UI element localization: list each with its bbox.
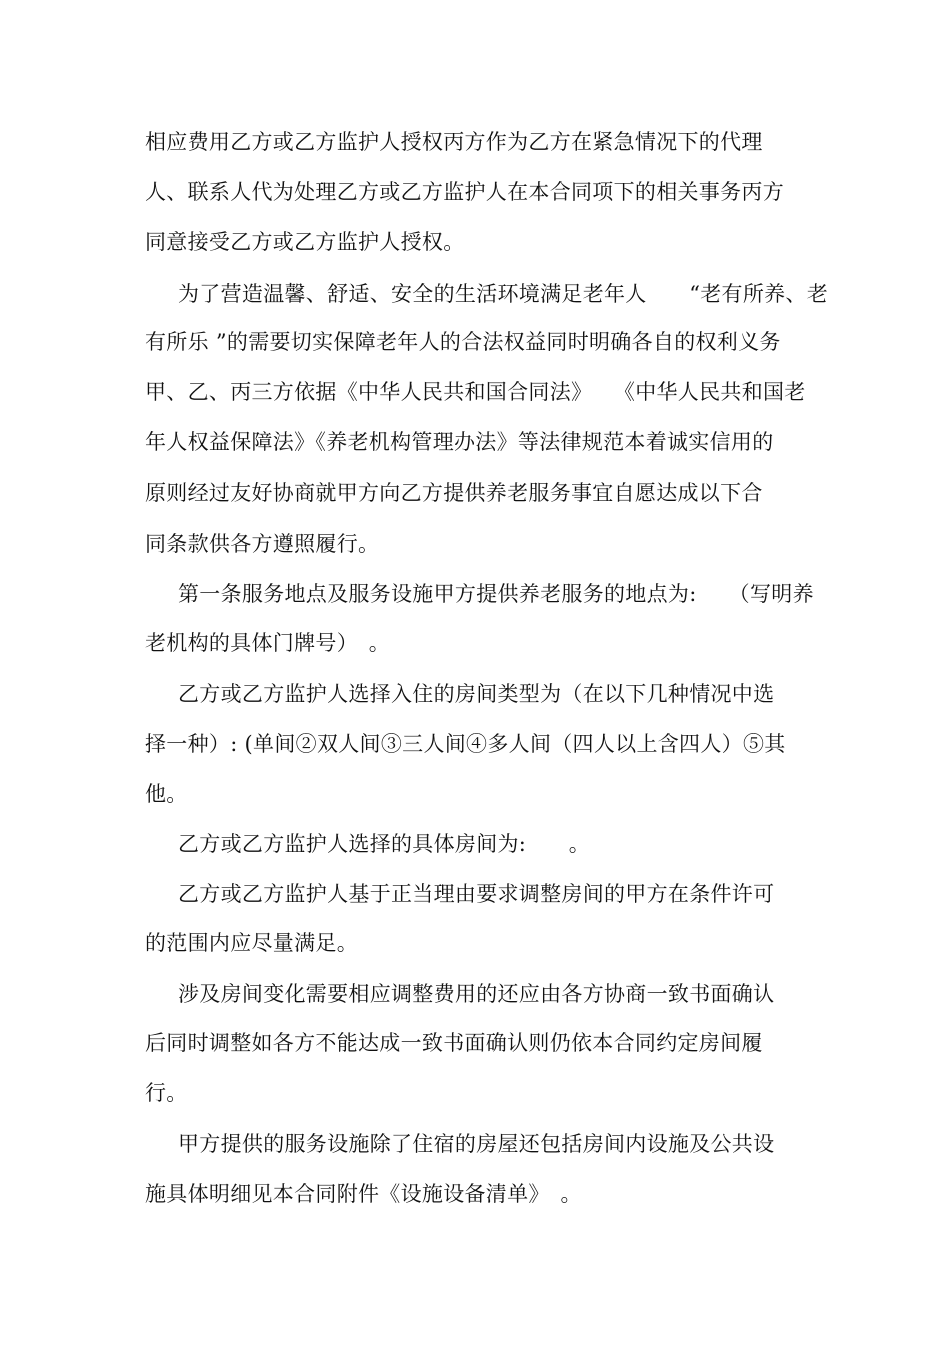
text-line: 择一种）: (单间②双人间③三人间④多人间（四人以上含四人）⑤其 bbox=[145, 732, 786, 756]
text-line: 老机构的具体门牌号） 。 bbox=[145, 631, 391, 655]
text-line: 甲、乙、丙三方依据《中华人民共和国合同法》 《中华人民共和国老 bbox=[145, 380, 806, 404]
text-line: 施具体明细见本合同附件《设施设备清单》 。 bbox=[145, 1182, 582, 1206]
text-line: 相应费用乙方或乙方监护人授权丙方作为乙方在紧急情况下的代理 bbox=[145, 130, 763, 154]
text-line: 为了营造温馨、舒适、安全的生活环境满足老年人 “老有所养、老 bbox=[178, 282, 829, 306]
text-line: 乙方或乙方监护人选择入住的房间类型为（在以下几种情况中选 bbox=[178, 682, 775, 706]
text-line: 乙方或乙方监护人基于正当理由要求调整房间的甲方在条件许可 bbox=[178, 882, 775, 906]
text-line: 第一条服务地点及服务设施甲方提供养老服务的地点为: （写明养 bbox=[178, 582, 814, 606]
text-line: 同意接受乙方或乙方监护人授权。 bbox=[145, 230, 465, 254]
text-line: 同条款供各方遵照履行。 bbox=[145, 532, 380, 556]
text-line: 涉及房间变化需要相应调整费用的还应由各方协商一致书面确认 bbox=[178, 982, 775, 1006]
text-line: 他。 bbox=[145, 782, 188, 806]
text-line: 人、联系人代为处理乙方或乙方监护人在本合同项下的相关事务丙方 bbox=[145, 180, 784, 204]
text-line: 行。 bbox=[145, 1081, 188, 1105]
text-line: 乙方或乙方监护人选择的具体房间为: 。 bbox=[178, 832, 591, 856]
text-line: 原则经过友好协商就甲方向乙方提供养老服务事宜自愿达成以下合 bbox=[145, 481, 763, 505]
text-line: 的范围内应尽量满足。 bbox=[145, 931, 358, 955]
text-line: 年人权益保障法》《养老机构管理办法》等法律规范本着诚实信用的 bbox=[145, 430, 774, 454]
text-line: 甲方提供的服务设施除了住宿的房屋还包括房间内设施及公共设 bbox=[178, 1132, 775, 1156]
text-line: 后同时调整如各方不能达成一致书面确认则仍依本合同约定房间履 bbox=[145, 1031, 763, 1055]
text-line: 有所乐 ”的需要切实保障老年人的合法权益同时明确各自的权利义务 bbox=[145, 330, 781, 354]
